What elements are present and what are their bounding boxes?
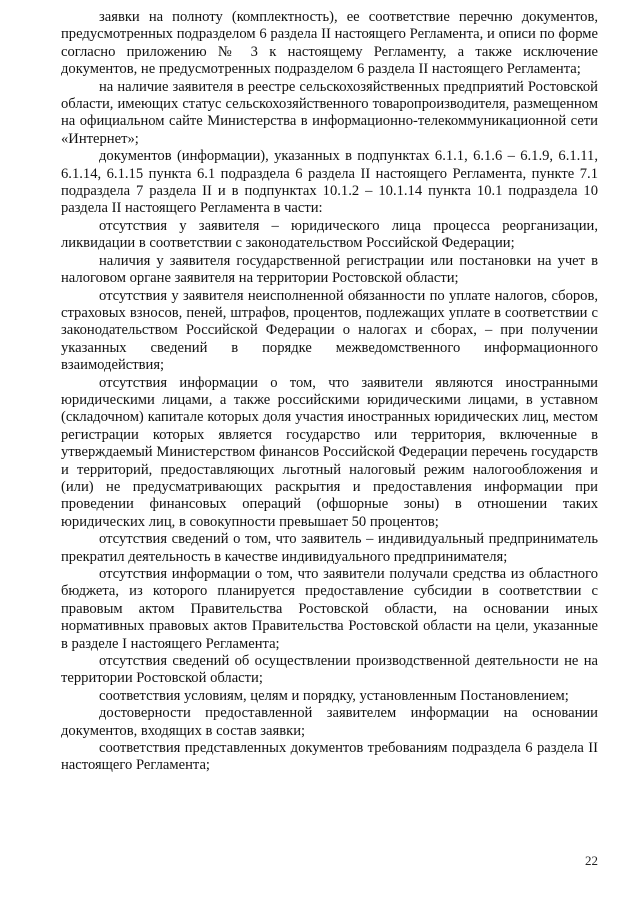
paragraph-reliability: достоверности предоставленной заявителем информации на основании документов, входящих в состав заявки; <box>61 705 598 739</box>
paragraph-completeness: заявки на полноту (комплектность), ее соответствие перечню документов, предусмотренных подразделом 6 раздела II настоящего Регламента, и описи по форме согласно приложению № 3 к настоящему Регламенту, а также исключение документов, не предусмотренных подразделом 6 раздела II настоящего Регламента; <box>61 9 598 78</box>
paragraph-documents: документов (информации), указанных в подпунктах 6.1.1, 6.1.6 – 6.1.9, 6.1.11, 6.1.14, 6.1.15 пункта 6.1 подраздела 6 раздела II настоящего Регламента, пункте 7.1 подраздела 7 раздела II и в подпунктах 10.1.2 – 10.1.14 пункта 10.1 подраздела 10 раздела II настоящего Регламента в части: <box>61 148 598 217</box>
paragraph-foreign-entities: отсутствия информации о том, что заявители являются иностранными юридическими лицами, а также российскими юридическими лицами, в уставном (складочном) капитале которых доля участия иностранных юридических лиц, местом регистрации которых является государство или территория, включенные в утверждаемый Министерством финансов Российской Федерации перечень государств и территорий, предоставляющих льготный налоговый режим налогообложения и (или) не предусматривающих раскрытия и предоставления информации при проведении финансовых операций (офшорные зоны) в отношении таких юридических лиц, в совокупности превышает 50 процентов; <box>61 374 598 530</box>
document-body <box>61 9 598 775</box>
paragraph-production-territory: отсутствия сведений об осуществлении производственной деятельности не на территории Ростовской области; <box>61 653 598 687</box>
paragraph-entrepreneur: отсутствия сведений о том, что заявитель – индивидуальный предприниматель прекратил деятельность в качестве индивидуального предпринимателя; <box>61 531 598 565</box>
paragraph-regional-budget: отсутствия информации о том, что заявители получали средства из областного бюджета, из которого планируется предоставление субсидии в соответствии с правовым актом Правительства Ростовской области, на основании иных нормативных правовых актов Правительства Ростовской области на цели, указанные в разделе I настоящего Регламента; <box>61 566 598 652</box>
paragraph-tax-obligations: отсутствия у заявителя неисполненной обязанности по уплате налогов, сборов, страховых взносов, пеней, штрафов, процентов, подлежащих уплате в соответствии с законодательством Российской Федерации о налогах и сборах, – при получении указанных сведений в порядке межведомственного информационного взаимодействия; <box>61 287 598 374</box>
paragraph-state-registration: наличия у заявителя государственной регистрации или постановки на учет в налоговом органе заявителя на территории Ростовской области; <box>61 252 598 287</box>
paragraph-registry: на наличие заявителя в реестре сельскохозяйственных предприятий Ростовской области, имеющих статус сельскохозяйственного товаропроизводителя, размещенном на официальном сайте Министерства в информационно-телекоммуникационной сети «Интернет»; <box>61 78 598 147</box>
paragraph-requirements: соответствия представленных документов требованиям подраздела 6 раздела II настоящего Регламента; <box>61 740 598 774</box>
paragraph-reorganization: отсутствия у заявителя – юридического лица процесса реорганизации, ликвидации в соответствии с законодательством Российской Федерации; <box>61 217 598 252</box>
page-number: 22 <box>585 853 598 868</box>
paragraph-conditions: соответствия условиям, целям и порядку, установленным Постановлением; <box>99 687 569 704</box>
